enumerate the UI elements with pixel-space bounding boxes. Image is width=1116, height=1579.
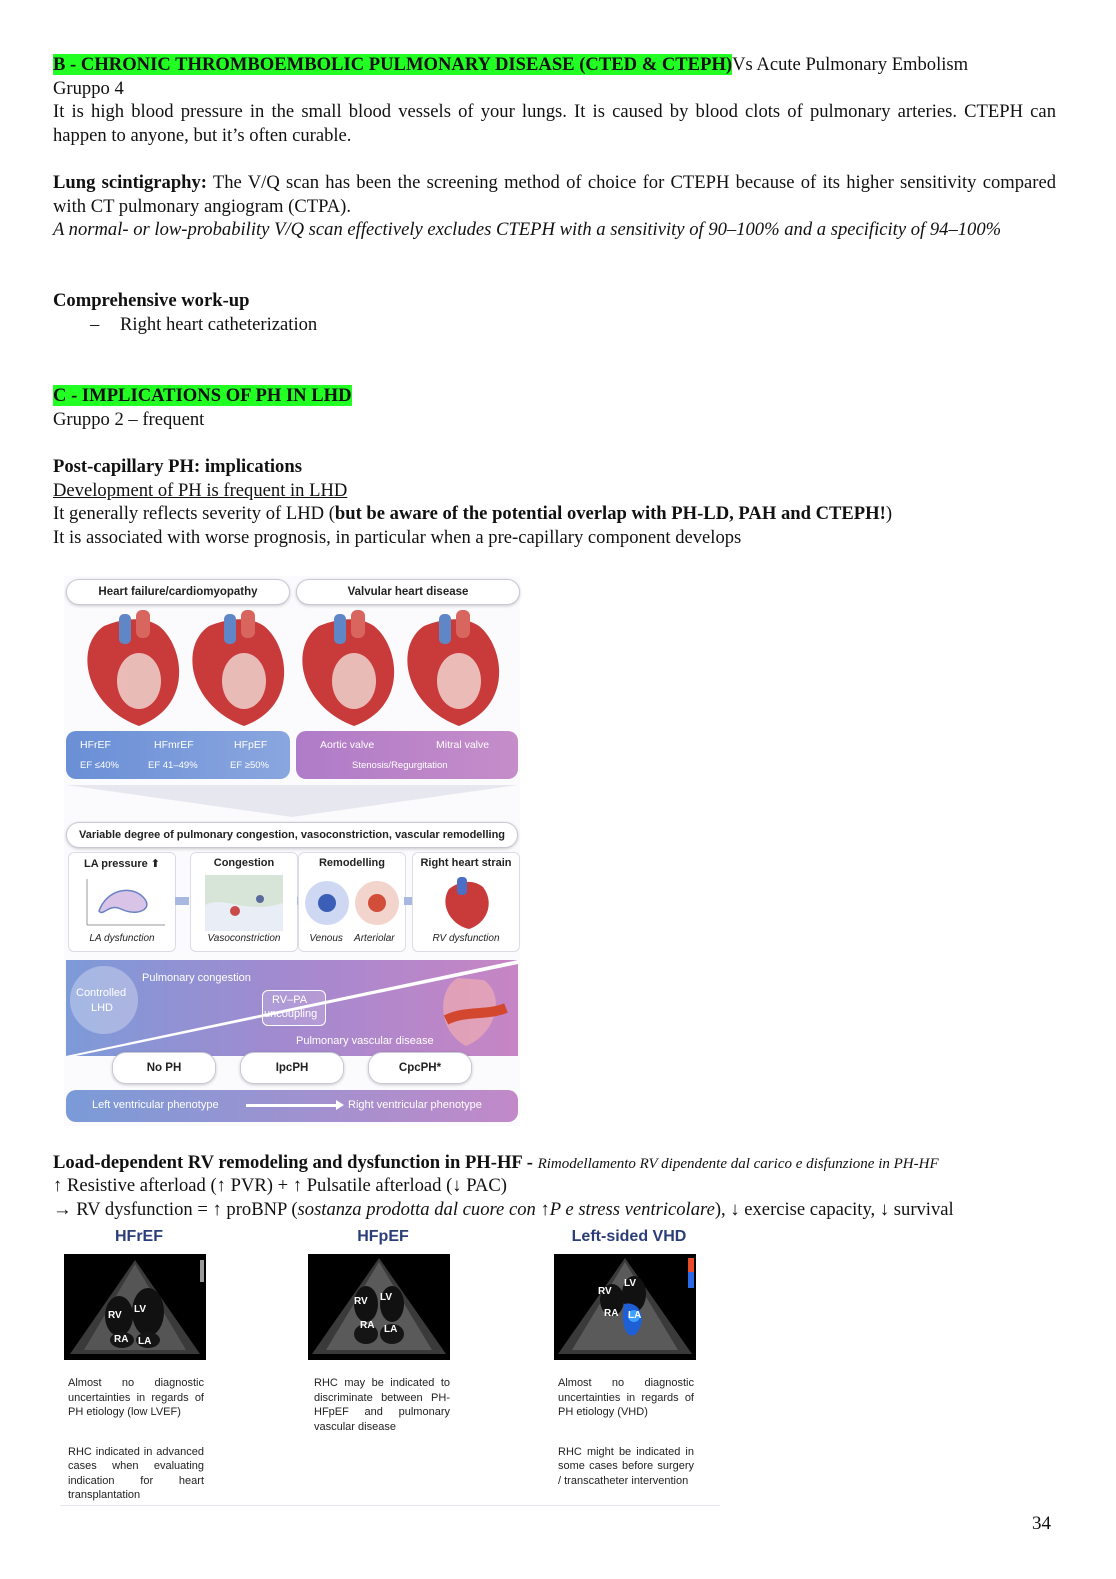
echo-lv-label: LV [624,1278,637,1289]
heart-illustrations [64,606,520,731]
echo-rv-label: RV [354,1296,368,1307]
section-c-heading [53,384,1056,408]
controlled-label: Controlled [76,987,127,999]
arteriolar-label: Arteriolar [354,933,395,944]
echo-title-hfpef: HFpEF [357,1228,409,1245]
section-b-intro: It is high blood pressure in the small blood vessels of your lungs. It is caused by blood clots of pulmonary arteries. CTEPH can happen to anyone, but it’s often curable. [53,101,1056,146]
echo-ra-label: RA [604,1308,619,1319]
hf-phenotype-panel [66,731,290,779]
section-b-heading-tail: Vs Acute Pulmonary Embolism [732,54,969,75]
rv-dysfunction-label: RV dysfunction [432,933,500,944]
pulmonary-congestion-label: Pulmonary congestion [142,972,251,984]
load-heading-text: Load-dependent RV remodeling and dysfunction in PH-HF - [53,1152,538,1173]
section-b-group: Gruppo 4 [53,78,124,99]
hfref-text-2: RHC indicated in advanced cases when evaluating indication for heart transplantation [68,1445,204,1501]
ef1-label: EF ≤40% [80,760,120,771]
rv-pa-label: RV–PA [272,994,308,1006]
echo-column-hfref [64,1228,214,1503]
vasoconstriction-label: Vasoconstriction [207,933,281,944]
venous-label: Venous [309,933,343,944]
rv-dysfunction-line [53,1198,1056,1222]
rv-pre: → RV dysfunction = ↑ proBNP ( [53,1199,298,1220]
prognosis-line: It is associated with worse prognosis, in particular when a pre-capillary component develops [53,527,742,548]
severity-pre: It generally reflects severity of LHD ( [53,503,335,524]
severity-bold: but be aware of the potential overlap with PH-LD, PAH and CTEPH! [334,503,886,524]
no-ph-pill: No PH [112,1052,216,1084]
echo-figure [60,1228,720,1508]
remodelling-card [298,852,406,952]
ef3-label: EF ≥50% [230,760,270,771]
hfpef-text-1: RHC may be indicated to discriminate between PH-HFpEF and pulmonary vascular disease [314,1377,450,1433]
echo-image-hfpef [308,1254,450,1360]
congestion-band [66,960,518,1056]
echo-title-hfref: HFrEF [115,1228,163,1245]
remodelling-title: Remodelling [318,857,385,869]
uncoupling-label: uncoupling [264,1008,318,1020]
echo-lv-label: LV [380,1292,393,1303]
phenotype-bar [66,1090,518,1122]
funnel-shape [64,779,520,819]
hf-label: Heart failure/cardiomyopathy [66,579,290,605]
load-heading-italic: Rimodellamento RV dipendente dal carico e disfunzione in PH-HF [537,1156,939,1172]
echo-la-label: LA [384,1324,398,1335]
mitral-label: Mitral valve [436,739,490,751]
section-c-group: Gruppo 2 – frequent [53,409,205,430]
echo-la-label: LA [628,1310,642,1321]
ef2-label: EF 41–49% [148,760,198,771]
echo-rv-label: RV [108,1310,122,1321]
right-heart-strain-card [412,852,520,952]
rhs-title: Right heart strain [420,857,512,869]
workup-dash: – [90,314,100,335]
rv-phenotype-label: Right ventricular phenotype [348,1099,482,1111]
lung-scintigraphy-label: Lung scintigraphy: [53,172,207,193]
afterload-line: ↑ Resistive afterload (↑ PVR) + ↑ Pulsatile afterload (↓ PAC) [53,1175,507,1196]
echo-column-vhd [554,1228,704,1488]
workup-list-item [90,313,1056,337]
lung-scintigraphy-paragraph [53,171,1056,218]
stenosis-label: Stenosis/Regurgitation [352,760,448,771]
ipcph-pill: IpcPH [240,1052,344,1084]
congestion-title: Congestion [213,857,275,869]
echo-image-hfref [64,1254,206,1360]
vessel-illustrations [303,877,401,929]
echo-rv-label: RV [598,1286,612,1297]
lv-phenotype-label: Left ventricular phenotype [92,1099,219,1111]
lhd-label: LHD [91,1002,114,1014]
echo-ra-label: RA [360,1320,375,1331]
pvd-label: Pulmonary vascular disease [296,1035,434,1047]
page-number: 34 [1032,1513,1051,1534]
aortic-label: Aortic valve [320,739,375,751]
vhd-label: Valvular heart disease [296,579,520,605]
severity-line [53,502,1056,526]
rv-italic: sostanza prodotta dal cuore con ↑P e stress ventricolare [297,1199,715,1220]
ph-lhd-figure [64,576,520,1126]
section-c-heading-highlight: C - IMPLICATIONS OF PH IN LHD [53,385,352,406]
variable-degree-label: Variable degree of pulmonary congestion, vasoconstriction, vascular remodelling [66,822,518,848]
hfref-label: HFrEF [80,739,111,751]
echo-title-vhd: Left-sided VHD [571,1228,687,1245]
la-pressure-card [68,852,176,952]
hfmref-label: HFmrEF [154,739,194,751]
workup-item-text: Right heart catheterization [120,314,318,335]
section-b-heading-highlight: B - CHRONIC THROMBOEMBOLIC PULMONARY DISEASE (CTED & CTEPH) [53,54,733,75]
lung-scintigraphy-text: The V/Q scan has been the screening method of choice for CTEPH because of its higher sensitivity compared with CT pulmonary angiogram (CTPA). [53,172,1056,217]
la-dysfunction-label: LA dysfunction [89,933,155,944]
section-b-heading [53,53,1056,77]
severity-post: ) [885,503,893,524]
pv-loop-chart [77,875,167,931]
heart-strain-icon [439,875,495,931]
la-pressure-title: LA pressure ⬆ [83,858,161,870]
vhd-text-1: Almost no diagnostic uncertainties in regards of PH etiology (VHD) [558,1377,694,1418]
development-line: Development of PH is frequent in LHD [53,480,348,501]
echo-image-vhd [554,1254,696,1360]
congestion-illustration [205,875,283,931]
hfref-text-1: Almost no diagnostic uncertainties in regards of PH etiology (low LVEF) [68,1377,204,1418]
lung-scintigraphy-italic: A normal- or low-probability V/Q scan effectively excludes CTEPH with a sensitivity of 90–100% and a specificity of 94–100% [53,219,1002,240]
echo-column-hfpef [308,1228,458,1434]
postcap-heading: Post-capillary PH: implications [53,456,302,477]
vhd-panel [296,731,518,779]
congestion-card [190,852,298,952]
echo-la-label: LA [138,1336,152,1347]
load-heading [53,1151,1056,1177]
vhd-text-2: RHC might be indicated in some cases before surgery / transcatheter intervention [558,1445,694,1487]
rv-post: ), ↓ exercise capacity, ↓ survival [714,1199,954,1220]
echo-lv-label: LV [134,1304,147,1315]
workup-heading: Comprehensive work-up [53,290,250,311]
cpcph-pill: CpcPH* [368,1052,472,1084]
echo-ra-label: RA [114,1334,129,1345]
hfpef-label: HFpEF [234,739,268,751]
